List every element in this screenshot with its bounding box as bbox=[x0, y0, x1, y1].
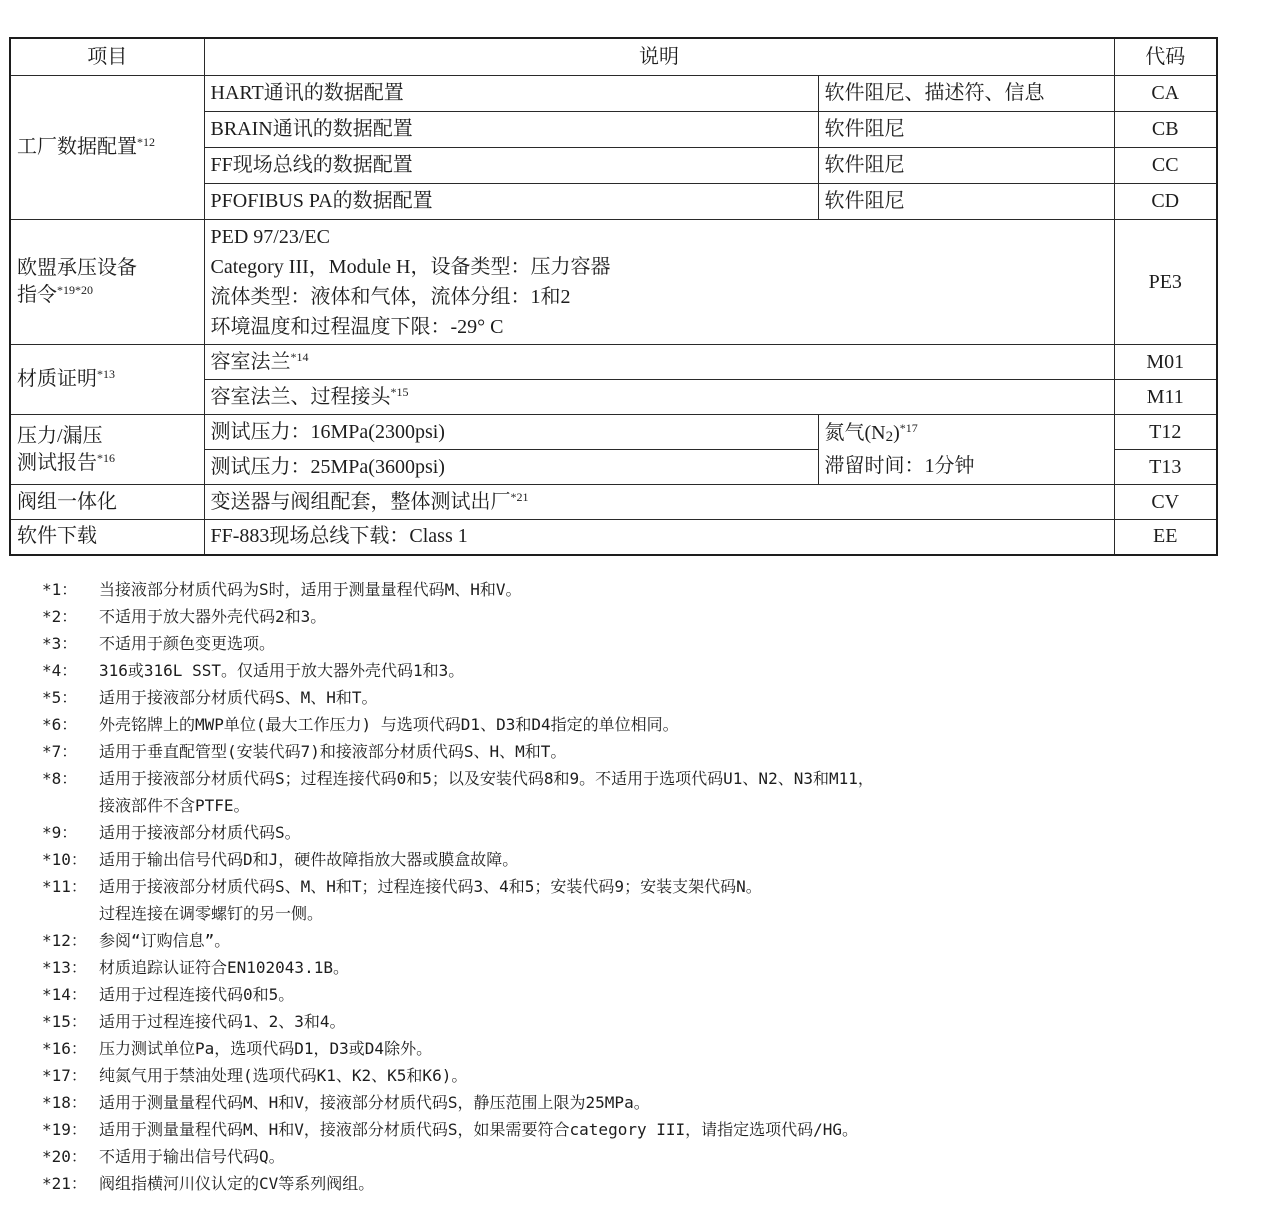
footnote bbox=[42, 1008, 1262, 1035]
footnote-text bbox=[99, 954, 1262, 981]
desc-test-16mpa: 测试压力：16MPa(2300psi) bbox=[204, 415, 818, 450]
footnote bbox=[42, 684, 1262, 711]
footnote-label: *3： bbox=[42, 633, 78, 653]
footnote-label: *2： bbox=[42, 606, 78, 626]
footnote-text bbox=[99, 1143, 1262, 1170]
footnote-label: *18： bbox=[42, 1092, 87, 1112]
item-label: 压力/漏压 bbox=[17, 424, 103, 447]
footnote bbox=[42, 657, 1262, 684]
footnotes-list bbox=[9, 576, 1262, 1197]
footnote-label: *7： bbox=[42, 741, 78, 761]
footnote-line: 适用于接液部分材质代码S。 bbox=[99, 822, 301, 842]
dwell-time-line: 滞留时间：1分钟 bbox=[824, 454, 975, 477]
ped-line: 流体类型：液体和气体，流体分组：1和2 bbox=[210, 286, 571, 308]
footnote-text bbox=[99, 846, 1262, 873]
sub-brain: 软件阻尼 bbox=[818, 112, 1114, 148]
footnote-line: 适用于测量量程代码M、H和V，接液部分材质代码S，静压范围上限为25MPa。 bbox=[99, 1092, 650, 1112]
item-manifold: 阀组一体化 bbox=[10, 485, 204, 520]
footnote bbox=[42, 630, 1262, 657]
desc-flange: 容室法兰$^{*14}$ bbox=[204, 345, 1114, 380]
sub-nitrogen bbox=[818, 415, 1114, 485]
footnote-label: *6： bbox=[42, 714, 78, 734]
footnote bbox=[42, 1143, 1262, 1170]
item-label: 工厂数据配置 bbox=[17, 136, 137, 158]
footnote bbox=[42, 981, 1262, 1008]
header-item: 项目 bbox=[10, 38, 204, 76]
footnote-label: *17： bbox=[42, 1065, 87, 1085]
footnote-text bbox=[99, 765, 1262, 819]
footnote bbox=[42, 954, 1262, 981]
table-row bbox=[10, 220, 1217, 345]
options-table bbox=[9, 37, 1218, 556]
footnote bbox=[42, 603, 1262, 630]
code-cc: CC bbox=[1114, 148, 1217, 184]
footnote-line: 316或316L SST。仅适用于放大器外壳代码1和3。 bbox=[99, 660, 465, 680]
desc-flange-adapter: 容室法兰、过程接头$^{*15}$ bbox=[204, 380, 1114, 415]
item-label: 材质证明 bbox=[17, 368, 97, 390]
footnote-ref: *17 bbox=[899, 420, 918, 435]
ped-line: 环境温度和过程温度下限：-29° C bbox=[210, 316, 504, 338]
nitrogen-line: 氮气(N2)$^{*17}$ bbox=[824, 420, 918, 445]
footnote-ref: *12 bbox=[137, 135, 155, 149]
table-row bbox=[10, 485, 1217, 520]
footnote bbox=[42, 819, 1262, 846]
code-m11: M11 bbox=[1114, 380, 1217, 415]
footnote bbox=[42, 576, 1262, 603]
footnote-line: 适用于测量量程代码M、H和V，接液部分材质代码S，如果需要符合category III，请指定选项代码/HG。 bbox=[99, 1119, 859, 1139]
footnote-text bbox=[99, 657, 1262, 684]
table-row bbox=[10, 345, 1217, 380]
table-header-row bbox=[10, 38, 1217, 76]
footnote-ref: *21 bbox=[510, 489, 529, 504]
footnote-line: 纯氮气用于禁油处理(选项代码K1、K2、K5和K6)。 bbox=[99, 1065, 468, 1085]
footnote-line: 外壳铭牌上的MWP单位(最大工作压力) 与选项代码D1、D3和D4指定的单位相同。 bbox=[99, 714, 679, 734]
sub-hart: 软件阻尼、描述符、信息 bbox=[818, 76, 1114, 112]
table-row bbox=[10, 76, 1217, 112]
footnote-ref: *15 bbox=[390, 384, 409, 399]
table-row bbox=[10, 520, 1217, 555]
header-code: 代码 bbox=[1114, 38, 1217, 76]
item-label: 欧盟承压设备 bbox=[17, 257, 137, 279]
footnote-label: *20： bbox=[42, 1146, 87, 1166]
footnote-label: *8： bbox=[42, 768, 78, 788]
footnote-label: *4： bbox=[42, 660, 78, 680]
ped-line: PED 97/23/EC bbox=[210, 226, 330, 248]
footnote bbox=[42, 1062, 1262, 1089]
footnote-line: 适用于接液部分材质代码S、M、H和T。 bbox=[99, 687, 378, 707]
footnote-label: *12： bbox=[42, 930, 87, 950]
desc-ff: FF现场总线的数据配置 bbox=[204, 148, 818, 184]
footnote-text bbox=[99, 927, 1262, 954]
footnote-label: *13： bbox=[42, 957, 87, 977]
footnote-text bbox=[99, 1008, 1262, 1035]
sub-profibus: 软件阻尼 bbox=[818, 184, 1114, 220]
footnote-label: *10： bbox=[42, 849, 87, 869]
footnote-text bbox=[99, 981, 1262, 1008]
footnote-label: *5： bbox=[42, 687, 78, 707]
footnote-label: *21： bbox=[42, 1173, 87, 1193]
item-ped-directive bbox=[10, 220, 204, 345]
ped-line: Category III，Module H，设备类型：压力容器 bbox=[210, 256, 611, 278]
footnote-text bbox=[99, 1170, 1262, 1197]
footnote-label: *11： bbox=[42, 876, 87, 896]
footnote-line: 适用于接液部分材质代码S；过程连接代码0和5；以及安装代码8和9。不适用于选项代码U1、N2、N3和M11， bbox=[99, 768, 874, 788]
footnote-text bbox=[99, 630, 1262, 657]
footnote-line: 接液部件不含PTFE。 bbox=[99, 795, 250, 815]
footnote-text bbox=[99, 1089, 1262, 1116]
code-cd: CD bbox=[1114, 184, 1217, 220]
footnote-label: *1： bbox=[42, 579, 78, 599]
footnote-text bbox=[99, 1062, 1262, 1089]
footnote-line: 不适用于放大器外壳代码2和3。 bbox=[99, 606, 327, 626]
footnote-text bbox=[99, 819, 1262, 846]
footnote-line: 材质追踪认证符合EN102043.1B。 bbox=[99, 957, 349, 977]
header-description: 说明 bbox=[204, 38, 1114, 76]
code-pe3: PE3 bbox=[1114, 220, 1217, 345]
item-factory-config bbox=[10, 76, 204, 220]
item-software-download: 软件下载 bbox=[10, 520, 204, 555]
footnote-text bbox=[99, 873, 1262, 927]
footnote-label: *16： bbox=[42, 1038, 87, 1058]
item-label: 指令 bbox=[17, 284, 57, 306]
footnote bbox=[42, 1035, 1262, 1062]
code-cv: CV bbox=[1114, 485, 1217, 520]
code-t12: T12 bbox=[1114, 415, 1217, 450]
desc-software: FF-883现场总线下载：Class 1 bbox=[204, 520, 1114, 555]
desc-ped bbox=[204, 220, 1114, 345]
footnote-line: 当接液部分材质代码为S时，适用于测量量程代码M、H和V。 bbox=[99, 579, 522, 599]
footnote-text bbox=[99, 711, 1262, 738]
footnote-label: *9： bbox=[42, 822, 78, 842]
desc-profibus: PFOFIBUS PA的数据配置 bbox=[204, 184, 818, 220]
footnote-text bbox=[99, 1035, 1262, 1062]
footnote bbox=[42, 1116, 1262, 1143]
footnote-text bbox=[99, 603, 1262, 630]
footnote bbox=[42, 1089, 1262, 1116]
footnote-line: 适用于过程连接代码0和5。 bbox=[99, 984, 295, 1004]
desc-manifold: 变送器与阀组配套，整体测试出厂$^{*21}$ bbox=[204, 485, 1114, 520]
footnote-line: 适用于接液部分材质代码S、M、H和T；过程连接代码3、4和5；安装代码9；安装支架代码N。 bbox=[99, 876, 762, 896]
footnote bbox=[42, 711, 1262, 738]
footnote-line: 参阅“订购信息”。 bbox=[99, 930, 231, 950]
footnote-line: 过程连接在调零螺钉的另一侧。 bbox=[99, 903, 324, 923]
footnote-line: 阀组指横河川仪认定的CV等系列阀组。 bbox=[99, 1173, 375, 1193]
code-t13: T13 bbox=[1114, 450, 1217, 485]
footnote-line: 适用于垂直配管型(安装代码7)和接液部分材质代码S、H、M和T。 bbox=[99, 741, 567, 761]
item-pressure-test bbox=[10, 415, 204, 485]
footnote-ref: *19*20 bbox=[57, 283, 93, 297]
footnote-label: *19： bbox=[42, 1119, 87, 1139]
desc-brain: BRAIN通讯的数据配置 bbox=[204, 112, 818, 148]
code-ee: EE bbox=[1114, 520, 1217, 555]
code-m01: M01 bbox=[1114, 345, 1217, 380]
footnote-label: *15： bbox=[42, 1011, 87, 1031]
code-ca: CA bbox=[1114, 76, 1217, 112]
footnote-line: 不适用于输出信号代码Q。 bbox=[99, 1146, 285, 1166]
footnote-line: 不适用于颜色变更选项。 bbox=[99, 633, 276, 653]
footnote-text bbox=[99, 738, 1262, 765]
footnote-ref: *16 bbox=[97, 450, 115, 465]
footnote bbox=[42, 738, 1262, 765]
footnote-text bbox=[99, 1116, 1262, 1143]
desc-hart: HART通讯的数据配置 bbox=[204, 76, 818, 112]
footnote bbox=[42, 1170, 1262, 1197]
item-label: 测试报告 bbox=[17, 451, 97, 474]
sub-ff: 软件阻尼 bbox=[818, 148, 1114, 184]
footnote-ref: *14 bbox=[290, 349, 309, 364]
footnote bbox=[42, 873, 1262, 927]
code-cb: CB bbox=[1114, 112, 1217, 148]
footnote-text bbox=[99, 576, 1262, 603]
footnote bbox=[42, 846, 1262, 873]
footnote bbox=[42, 765, 1262, 819]
footnote bbox=[42, 927, 1262, 954]
footnote-line: 适用于输出信号代码D和J，硬件故障指放大器或膜盒故障。 bbox=[99, 849, 519, 869]
footnote-label: *14： bbox=[42, 984, 87, 1004]
footnote-text bbox=[99, 684, 1262, 711]
desc-test-25mpa: 测试压力：25MPa(3600psi) bbox=[204, 450, 818, 485]
footnote-line: 适用于过程连接代码1、2、3和4。 bbox=[99, 1011, 346, 1031]
item-material-cert bbox=[10, 345, 204, 415]
footnote-ref: *13 bbox=[97, 367, 115, 381]
table-row bbox=[10, 415, 1217, 450]
footnote-line: 压力测试单位Pa，选项代码D1，D3或D4除外。 bbox=[99, 1038, 433, 1058]
